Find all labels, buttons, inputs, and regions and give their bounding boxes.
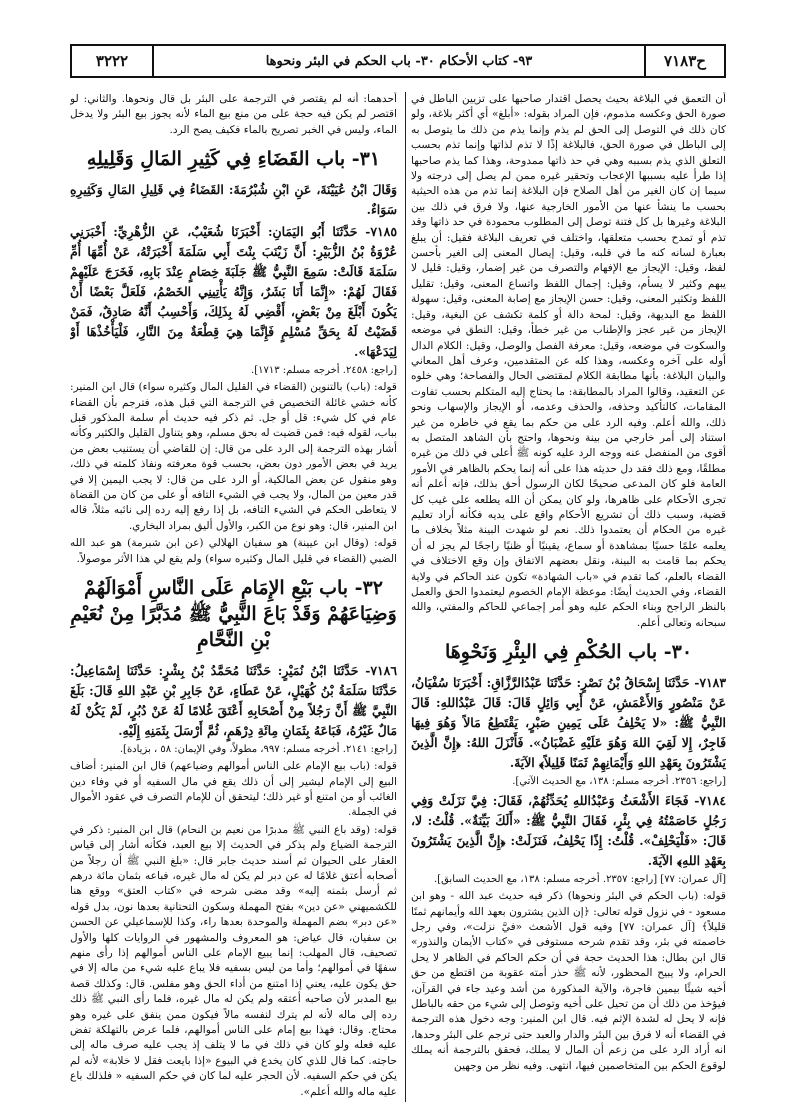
hadith-7183: ٧١٨٣- حَدَّثَنَا إِسْحَاقُ بْنُ نَصْرٍ: حَدَّثَنَا عَبْدُالرَّزَّاقِ: أَخْبَرَنَا سُفْيَانُ، عَنْ مَنْصُورٍ وَالأَعْمَشِ، عَنْ أَبِي وَائِلٍ قَالَ: قَالَ عَبْدُاللهِ: قَالَ النَّبِيُّ ﷺ: «لا يَحْلِفُ عَلَى يَمِينِ صَبْرٍ، يَقْتَطِعُ مَالاً وَهُوَ فِيهَا فَاجِرٌ، إِلا لَقِيَ اللهَ وَهُوَ عَلَيْهِ غَضْبَانُ». فَأَنْزَلَ اللهُ: ﴿إِنَّ الَّذِينَ يَشْتَرُونَ بِعَهْدِ اللهِ وَأَيْمَانِهِمْ ثَمَنًا قَلِيلاً﴾ الآيَةَ. (411, 675, 726, 771)
commentary-32-paragraph: قوله: (باب بيع الإمام على الناس أموالهم وضياعهم) قال ابن المنير: أضاف البيع إلى الإمام ليشير إلى أن ذلك يقع في مال السفيه أو في وفاء دين الغائب أو من امتنع أو غير ذلك؛ ليتحقق أن للإمام التصرف في عقود الأموال في الجملة. (70, 760, 397, 819)
commentary-32-paragraph: قوله: (وقد باع النبي ﷺ مدبرًا من نعيم بن النحام) قال ابن المنير: ذكر في الترجمة الضياع ولم يذكر في الحديث إلا بيع العبد، فكأنه أشار إلى قياس العقار على الحيوان ثم أسند حديث جابر قال: «بلغ النبي ﷺ أن رجلاً من أصحابه أعتق غلامًا له عن دبر لم يكن له مال غيره، فباعه بثمان مائة درهم ثم أرسل بثمنه إليه» وقد مضى شرحه في «كتاب العتق» ووقع هنا للكشميهني «عن دين» بفتح المهملة وسكون التحتانية بعدها نون، بدل قوله «عن دبر» بضم المهملة والموحدة بعدها راء، وكذا للإسماعيلي عن الحسن بن سفيان، قال عياض: هو المعروف والمشهور في الروايات كلها والأول تصحيف، قال المهلب: إنما يبيع الإمام على الناس أموالهم إذا رأى منهم سفهًا في أموالهم؛ وأما من ليس بسفيه فلا يباع عليه شيء من ماله إلا في حق يكون عليه، يعني إذا امتنع من أداء الحق وهو مفلس. قال: وكذلك قصة بيع المدبر لأن صاحبه أعتقه ولم يكن له مال غيره، فلما رأى النبي ﷺ ذلك رده إلى ماله لأنه لم يترك لنفسه مالاً فيكون ممن ينفق على غيره وهو محتاج. وقال: فهذا بيع إمام على الناس أموالهم، فلما عرض بالتهلكة تفض عليه فعله ولو كان في ذلك في ما لا يتلف إذ يجب عليه صرف ماله إلى حاجته. كما قال للذي كان يخدع في البيوع «إذا بايعت فقل لا خلابة» لأنه لم يكن في حكم السفيه. لأن الحجر عليه لما كان في حكم السفيه « فلذلك باع عليه ماله والله أعلم». (70, 823, 397, 1098)
hadith-7185: ٧١٨٥- حَدَّثَنَا أَبُو اليَمَانِ: أَخْبَرَنَا شُعَيْبٌ، عَنِ الزُّهْرِيِّ: أَخْبَرَنِي عُرْوَةُ بْنُ الزُّبَيْرِ: أَنَّ زَيْنَبَ بِنْتَ أَبِي سَلَمَةَ أَخْبَرَتْهُ، عَنْ أُمِّهَا أُمِّ سَلَمَةَ قَالَتْ: سَمِعَ النَّبِيُّ ﷺ جَلَبَةَ خِصَامٍ عِنْدَ بَابِهِ، فَخَرَجَ عَلَيْهِمْ فَقَالَ لَهُمْ: «إِنَّمَا أَنَا بَشَرٌ، وَإِنَّهُ يَأْتِينِي الخَصْمُ، فَلَعَلَّ بَعْضًا أَنْ يَكُونَ أَبْلَغَ مِنْ بَعْضٍ، أَقْضِي لَهُ بِذَلِكَ، وَأَحْسِبُ أَنَّهُ صَادِقٌ، فَمَنْ قَضَيْتُ لَهُ بِحَقِّ مُسْلِمٍ فَإِنَّمَا هِيَ قِطْعَةٌ مِنَ النَّارِ، فَلْيَأْخُذْهَا أَوْ لِيَدَعْهَا». (70, 224, 397, 360)
hadith-number-range: ح٧١٨٣ (644, 46, 724, 76)
running-title: ٩٣- كتاب الأحكام ٣٠- باب الحكم في البئر ونحوها (265, 53, 533, 69)
hadith-7184: ٧١٨٤- فَجَاءَ الأَشْعَثُ وَعَبْدُاللهِ يُحَدِّثُهُمْ، فَقَالَ: فِيَّ نَزَلَتْ وَفِي رَجُلٍ خَاصَمْتُهُ فِي بِئْرٍ، فَقَالَ النَّبِيُّ ﷺ: «أَلَكَ بَيِّنَةٌ». قُلْتُ: لا، قَالَ: «فَلْيَحْلِفْ». قُلْتُ: إِذًا يَحْلِفُ، فَنَزَلَتْ: ﴿إِنَّ الَّذِينَ يَشْتَرُونَ بِعَهْدِ اللهِ﴾ الآيَةَ. (411, 793, 726, 869)
chapter-31-intro: وَقَالَ ابْنُ عُيَيْنَةَ، عَنِ ابْنِ شُبْرُمَةَ: القَضَاءُ فِي قَلِيلِ المَالِ وَكَثِيرِهِ سَوَاءٌ. (70, 182, 397, 218)
right-column (411, 92, 726, 1102)
page-number: ٣٢٢٢ (72, 46, 154, 76)
hadith-7186-reference: [راجع: ٢١٤١. أخرجه مسلم: ٩٩٧، مطولاً، وفي الإيمان: ٥٨ ، بزيادة]. (119, 744, 397, 756)
left-column (70, 92, 397, 1102)
hadith-7186: ٧١٨٦- حَدَّثَنَا ابْنُ نُمَيْرٍ: حَدَّثَنَا مُحَمَّدُ بْنُ بِشْرٍ: حَدَّثَنَا إِسْمَاعِيلُ: حَدَّثَنَا سَلَمَةُ بْنُ كُهَيْلٍ، عَنْ عَطَاءٍ، عَنْ جَابِرِ بْنِ عَبْدِ اللهِ قَالَ: بَلَغَ النَّبِيَّ ﷺ أَنَّ رَجُلاً مِنْ أَصْحَابِهِ أَعْتَقَ غُلامًا لَهُ عَنْ دُبُرٍ، لَمْ يَكُنْ لَهُ مَالٌ غَيْرُهُ، فَبَاعَهُ بِثَمَانِ مِائَةِ دِرْهَمٍ، ثُمَّ أَرْسَلَ بِثَمَنِهِ إِلَيْهِ. (70, 663, 397, 739)
column-divider (405, 92, 406, 1102)
page-header (70, 44, 726, 78)
hadith-7185-reference: [راجع: ٢٤٥٨. أخرجه مسلم: ١٧١٣]. (251, 365, 397, 377)
commentary-paragraph: قوله: (باب الحكم في البئر ونحوها) ذكر فيه حديث عبد الله - وهو ابن مسعود - في نزول قوله تعالى: ﴿إن الذين يشترون بعهد الله وأيمانهم ثمنًا قليلاً﴾ [آل عمران: ٧٧] وفيه قول الأشعث «فيَّ نزلت»، وفي رجل خاصمته في بئر، وقد تقدم شرحه مستوفى في «كتاب الأيمان والنذور» قال ابن بطال: هذا الحديث حجة في أن حكم الحاكم في الظاهر لا يحل الحرام، ولا يبيح المحظور، لأنه ﷺ حذر أمته عقوبة من اقتطع من حق أخيه شيئًا بيمين فاجرة، والآية المذكورة من أشد وعيد جاء في القرآن، فيؤخذ من ذلك أن من تحيل على أخيه وتوصل إلى شيء من حقه بالباطل فإنه لا يحل له لشدة الإثم فيه. قال ابن المنير: وجه دخول هذه الترجمة في القضاء أنه لا فرق بين البئر والدار والعبد حتى ترجم على البئر وحدها، انه أراد الرد على من زعم أن المال لا يملك، فحقق بالترجمة أنه يملك لوقوع الحكم بين المتخاصمين فيها، انتهى. وفيه نظر من وجهين (411, 890, 726, 1072)
commentary-31-paragraph: قوله: (وقال ابن عيينة) هو سفيان الهلالي (عن ابن شبرمة) هو عبد الله الضبي (القضاء في قليل المال وكثيره سواء) ولم يقع لي هذا الأثر موصولاً. (70, 537, 397, 565)
chapter-31-title: ٣١- باب القَضَاءِ فِي كَثِيرِ المَالِ وَقَلِيلِهِ (86, 148, 381, 171)
intro-paragraph: أن التعمق في البلاغة بحيث يحصل اقتدار صاحبها على تزيين الباطل في صورة الحق وعكسه مذموم، فإن المراد بقوله: «أبلغ» أي أكثر بلاغة، ولو كان ذلك في التوصل إلى الحق لم يذم وإنما يذم من ذلك ما يتوصل به إلى الباطل في صورة الحق، فالبلاغة إذًا لا تذم لذاتها وإنما تذم بحسب التعلق الذي يذم بسببه وهي في حد ذاتها ممدوحة، وهذا كما يذم صاحبها إذا طرأ عليه بسببها الإعجاب وتحقير غيره ممن لم يصل إلى درجته ولا سيما إن كان الغير من أهل الصلاح فإن البلاغة إنما تذم من هذه الحيثية بحسب ما ينشأ عنها من الأمور الخارجية عنها، ولا فرق في ذلك بين البلاغة وغيرها بل كل فتنة توصل إلى المطلوب محمودة في حد ذاتها وقد تذم أو تمدح بحسب متعلقها، واختلف في تعريف البلاغة فقيل: أن يبلغ بعبارة لسانه كنه ما في قلبه، وقيل: إيصال المعنى إلى الغير بأحسن لفظ، وقيل: الإيجاز مع الإفهام والتصرف من غير إضمار، وقيل: قليل لا يبهم وكثير لا يسأم، وقيل: إجمال اللفظ واتساع المعنى، وقيل: تقليل اللفظ وتكثير المعنى، وقيل: حسن الإيجاز مع إصابة المعنى، وقيل: سهولة اللفظ مع البديهة، وقيل: لمحة دالة أو كلمة تكشف عن البغية، وقيل: الإيجاز من غير عجز والإطناب من غير خطأ، وقيل: النطق في موضعه والسكوت في موضعه، وقيل: معرفة الفصل والوصل، وقيل: الكلام الدال أوله على آخره وعكسه، وهذا كله عن المتقدمين، وعرف أهل المعاني والبيان البلاغة: بأنها مطابقة الكلام لمقتضى الحال والفصاحة؛ وهي خلوه عن التعقيد، وقالوا المراد بالمطابقة: ما يحتاج إليه المتكلم بحسب تفاوت المقامات، كالتأكيد وحذفه، والحذف وعدمه، أو الإيجاز والإسهاب ونحو ذلك، والله أعلم. وفيه الرد على من حكم بما يقع في خاطره من غير استناد إلى أمر خارجي من بينة ونحوها، واحتج بأن الشاهد المتصل به أقوى من المنفصل عنه ووجه الرد عليه كونه ﷺ أعلى في ذلك من غيره مطلقًا، ومع ذلك فقد دل حديثه هذا على أنه إنما يحكم بالظاهر في الأمور العامة فلو كان المدعى صحيحًا لكان الرسول أحق بذلك، فإنه أعلم أنه تجرى الأحكام على ظاهرها، ولو كان يمكن أن الله يطلعه على غيب كل قضية، وسبب ذلك أن تشريع الأحكام واقع على يديه فكأنه أراد تعليم غيره من الحكام أن يعتمدوا ذلك. نعم لو شهدت البينة مثلاً بخلاف ما يعلمه علمًا حسيًا بمشاهدة أو سماع، يقينيًا أو ظنيًا راجحًا لم يجز له أن يحكم بما قامت به البينة، ونقل بعضهم الاتفاق وإن وقع الاختلاف في القضاء بالعلم، كما تقدم في «باب الشهادة» تكون عند الحاكم في ولاية القضاء، وفي الحديث أيضًا: موعظة الإمام الخصوم ليعتمدوا الحق والعمل بالنظر الراجح وبناء الحكم عليه وهو أمر إجماعي للحاكم والمفتي، والله سبحانه وتعالى أعلم. (411, 93, 726, 629)
hadith-7184-reference: [آل عمران: ٧٧] [راجع: ٢٣٥٧. أخرجه مسلم: ١٣٨، مع الحديث السابق]. (434, 874, 726, 886)
chapter-30-title: ٣٠- باب الحُكْمِ فِي البِئْرِ وَنَحْوِهَا (444, 641, 693, 664)
continuation-paragraph: أحدهما: أنه لم يقتصر في الترجمة على البئر بل قال ونحوها. والثاني: لو اقتصر لم يكن فيه حجة على من منع بيع الماء لأنه يجوز بيع البئر ولا يدخل الماء، وليس في الخبر تصريح بالماء فكيف يصح الرد. (70, 93, 397, 136)
chapter-32-title: ٣٢- باب بَيْعِ الإِمَامِ عَلَى النَّاسِ أَمْوَالَهُمْ وَضِيَاعَهُمْ وَقَدْ بَاعَ النَّبِيُّ ﷺ مُدَبَّرًا مِنْ نُعَيْمِ بْنِ النَّحَّامِ (70, 577, 397, 652)
hadith-7183-reference: [راجع: ٢٣٥٦. أخرجه مسلم: ١٣٨، مع الحديث الآتي]. (512, 776, 726, 788)
commentary-31-paragraph: قوله: (باب) بالتنوين (القضاء في القليل المال وكثيره سواء) قال ابن المنير: كأنه خشي غائلة التخصيص في الترجمة التي قبل هذه، فترجم بأن القضاء عام في كل شيء: قل أو جل. ثم ذكر فيه حديث أم سلمة المذكور قبل بباب، لقوله فيه: فمن قضيت له بحق مسلم، وهو يتناول القليل والكثير وكأنه أشار بهذه الترجمة إلى الرد على من قال: إن للقاضي أن يستنيب بعض من يريد في بعض الأمور دون بعض، بحسب قوة معرفته ونفاذ كلمته في ذلك، وهو منقول عن بعض المالكية، أو الرد على من قال: لا يجب اليمين إلا في قدر معين من المال، ولا يجب في الشيء التافه أو على من كان من القضاة لا يتعاطى الحكم في الشيء التافه، بل إذا رفع إليه رده إلى نائبه مثلاً، قاله ابن المنير، قال: وهو نوع من الكبر، والأول أليق بمراد البخاري. (70, 381, 397, 532)
